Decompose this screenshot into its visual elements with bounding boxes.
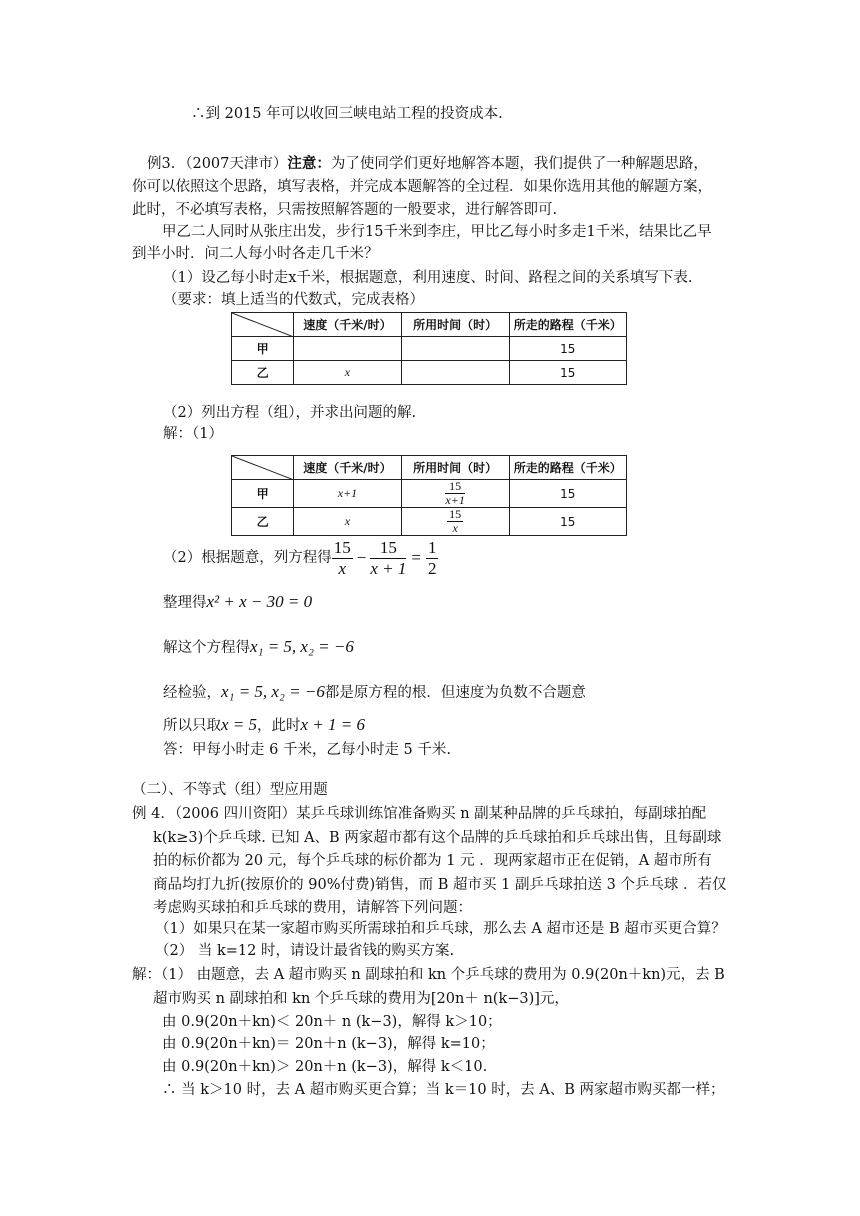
cell-jia-speed: x+1 [294,480,402,508]
solve-prefix: 解这个方程得 [163,640,250,656]
problem-text-2: 到半小时．问二人每小时各走几千米？ [132,246,379,262]
roots: x₁ = 5, x₂ = −6 [250,637,354,656]
fraction-1-over-2 [426,538,439,579]
simplify-line [163,592,312,613]
cell-yi-distance: 15 [509,508,626,536]
check-prefix: 经检验， [163,685,221,701]
x-plus-1-value: x + 1 = 6 [300,715,366,734]
diagonal-line [232,313,294,337]
fraction-numerator: 15 [333,537,351,557]
fraction-denominator: x+1 [445,493,465,507]
header-speed: 速度（千米/时） [294,313,402,337]
example4-line-2: k(k≥3)个乒乓球. 已知 A、B 两家超市都有这个品牌的乒乓球拍和乒乓球出售，且每副球 [153,830,722,846]
equation-prefix: （2）根据题意，列方程得 [163,550,332,566]
conclusion-line: ∴到 2015 年可以收回三峡电站工程的投资成本. [191,106,503,122]
filled-table [231,455,627,536]
header-time: 所用时间（时） [401,313,509,337]
yi-time-fraction [447,508,463,535]
question-1: （1）设乙每小时走x千米，根据题意，利用速度、时间、路程之间的关系填写下表. [163,270,693,286]
equation-line [163,536,438,580]
fraction-denominator: x [452,521,458,535]
example4-line-1: 例 4．（2006 四川资阳）某乒乓球训练馆准备购买 n 副某种品牌的乒乓球拍，每副球拍配 [132,806,707,822]
note-text-3: 此时，不必填写表格，只需按照解答题的一般要求，进行解答即可. [132,202,558,218]
row-label-jia: 甲 [232,480,294,508]
simplify-prefix: 整理得 [163,595,207,611]
fraction-denominator: 2 [427,558,437,578]
example4-line-3: 拍的标价都为 20 元，每个乒乓球的标价都为 1 元 ．现两家超市正在促销，A 超市所有 [153,853,712,869]
note-label: 注意： [287,155,331,172]
diagonal-line [232,456,294,480]
example4-solution-5: 由 0.9(20n＋kn)＞ 20n＋n (k−3)，解得 k＜10. [162,1059,488,1075]
diagonal-corner-cell [232,456,294,480]
solution-label: 解：（1） [163,426,223,442]
example4-solution-4: 由 0.9(20n＋kn)＝ 20n＋n (k−3)，解得 k=10； [162,1036,495,1052]
note-text-1: 为了使同学们更好地解答本题，我们提供了一种解题思路， [330,156,708,172]
fraction-15-over-x-plus-1 [370,538,406,579]
fraction-numerator: 1 [427,537,437,557]
example4-question-1: （1）如果只在某一家超市购买所需球拍和乒乓球，那么去 A 超市还是 B 超市买更合算？ [155,921,726,937]
diagonal-corner-cell [232,313,294,337]
blank-table [231,312,627,385]
select-root-line [163,715,365,736]
fraction-denominator: x + 1 [370,558,407,578]
example4-line-4: 商品均打九折(按原价的 90%付费)销售，而 B 超市买 1 副乒乓球拍送 3 个乒乓球 ．若仅 [153,877,727,893]
fraction-denominator: x [338,558,346,578]
cell-yi-speed: x [294,361,402,385]
fraction-numerator: 15 [449,507,462,521]
cell-jia-time [401,480,509,508]
cell-yi-time [401,508,509,536]
select-mid: ，此时 [257,718,301,734]
question-2: （2）列出方程（组），并求出问题的解. [163,405,417,421]
row-label-yi: 乙 [232,508,294,536]
jia-time-fraction [445,480,464,507]
cell-yi-speed: x [294,508,402,536]
fraction-15-over-x [332,538,353,579]
quadratic-equation: x² + x − 30 = 0 [206,592,313,611]
example3-title: 例3．（2007天津市） [147,156,288,172]
minus-sign: − [356,548,367,567]
example4-line-5: 考虑购买球拍和乒乓球的费用，请解答下列问题： [153,900,472,916]
check-suffix: 都是原方程的根．但速度为负数不合题意 [324,685,586,701]
note-text-2: 你可以依照这个思路，填写表格，并完成本题解答的全过程．如果你选用其他的解题方案， [132,179,712,195]
fraction-numerator: 15 [445,480,464,494]
x-value: x = 5 [221,715,258,734]
roots: x₁ = 5, x₂ = −6 [221,682,325,701]
cell-yi-time[interactable] [401,361,509,385]
row-label-yi: 乙 [232,361,294,385]
row-label-jia: 甲 [232,337,294,361]
header-distance: 所走的路程（千米） [509,313,626,337]
example3-heading [147,154,708,174]
header-speed: 速度（千米/时） [294,456,402,480]
answer-line: 答：甲每小时走 6 千米，乙每小时走 5 千米. [163,742,451,758]
cell-jia-distance: 15 [509,337,626,361]
solve-line [163,637,354,658]
header-time: 所用时间（时） [401,456,509,480]
cell-jia-speed[interactable] [294,337,402,361]
example4-solution-2: 超市购买 n 副球拍和 kn 个乒乓球的费用为[20n＋ n(k−3)]元， [153,991,569,1007]
equals-sign: = [411,548,421,567]
example4-solution-1: 解：（1） 由题意，去 A 超市购买 n 副球拍和 kn 个乒乓球的费用为 0.9(20n＋kn)元，去 B [132,967,725,983]
example4-solution-6: ∴ 当 k＞10 时，去 A 超市购买更合算；当 k＝10 时，去 A、B 两家超市购买都一样； [162,1082,725,1098]
header-distance: 所走的路程（千米） [509,456,626,480]
section-heading-inequality: （二）、不等式（组）型应用题 [132,782,328,798]
cell-jia-distance: 15 [509,480,626,508]
select-prefix: 所以只取 [163,718,221,734]
question-1-requirement: （要求：填上适当的代数式，完成表格） [163,292,424,308]
check-line [163,682,586,703]
problem-text-1: 甲乙二人同时从张庄出发，步行15千米到李庄，甲比乙每小时多走1千米，结果比乙早 [162,224,712,240]
cell-yi-distance: 15 [509,361,626,385]
cell-jia-time[interactable] [401,337,509,361]
example4-solution-3: 由 0.9(20n＋kn)＜ 20n＋ n (k−3)，解得 k＞10； [162,1014,502,1030]
fraction-numerator: 15 [370,538,406,559]
example4-question-2: （2） 当 k=12 时，请设计最省钱的购买方案. [155,943,455,959]
